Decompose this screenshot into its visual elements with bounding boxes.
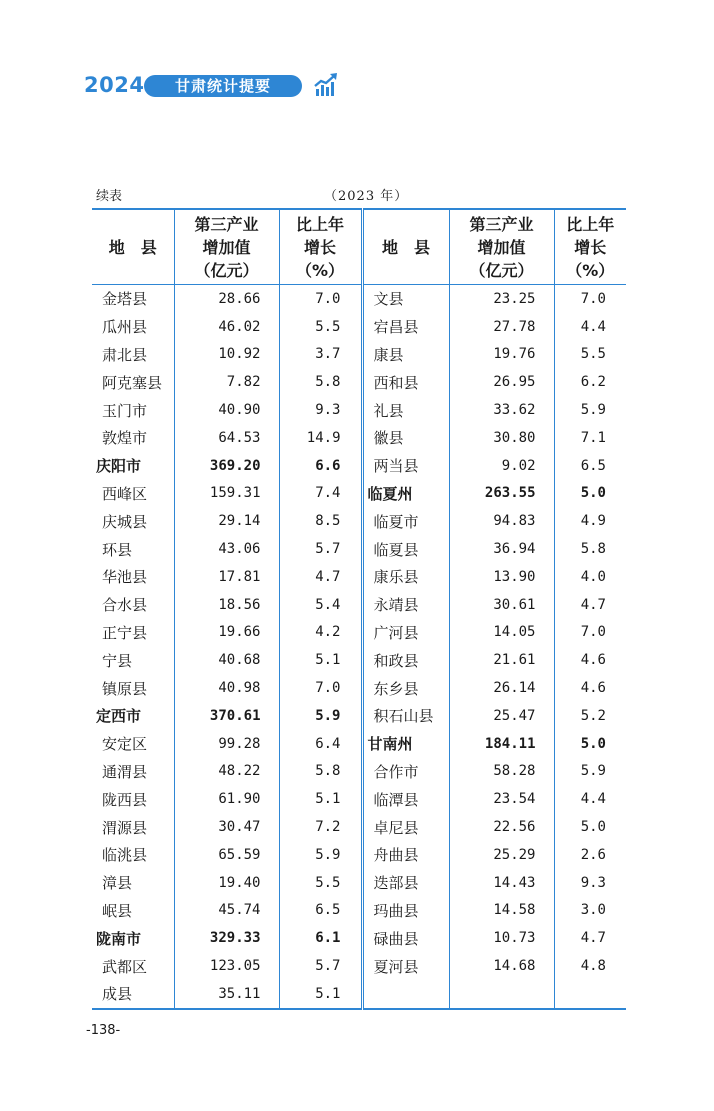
county-name-left: 庆阳市 <box>96 457 142 476</box>
county-name-left: 渭源县 <box>102 818 148 837</box>
tertiary-value-right: 30.61 <box>449 591 554 619</box>
tertiary-value-right: 26.95 <box>449 368 554 396</box>
growth-rate-left: 5.7 <box>279 952 362 980</box>
tertiary-value-left: 40.90 <box>174 396 279 424</box>
header-line: 地 县 <box>381 237 430 257</box>
growth-rate-left: 5.9 <box>279 841 362 869</box>
tertiary-value-left: 99.28 <box>174 730 279 758</box>
tertiary-value-left: 29.14 <box>174 507 279 535</box>
table-row <box>92 507 626 535</box>
growth-rate-right: 6.2 <box>554 368 626 396</box>
growth-rate-right: 4.4 <box>554 313 626 341</box>
tertiary-value-right: 14.58 <box>449 897 554 925</box>
growth-rate-right: 4.6 <box>554 674 626 702</box>
header-county-right <box>362 209 449 285</box>
header-line: 比上年 <box>295 214 344 234</box>
tertiary-value-right: 27.78 <box>449 313 554 341</box>
growth-rate-right: 3.0 <box>554 897 626 925</box>
county-name-right: 康乐县 <box>362 563 449 591</box>
growth-rate-left: 9.3 <box>279 396 362 424</box>
growth-rate-left: 4.7 <box>279 563 362 591</box>
growth-rate-left: 7.4 <box>279 480 362 508</box>
county-name-right: 两当县 <box>362 452 449 480</box>
county-name-left: 岷县 <box>102 901 133 920</box>
growth-rate-right: 7.1 <box>554 424 626 452</box>
tertiary-value-left: 48.22 <box>174 758 279 786</box>
tertiary-value-right: 33.62 <box>449 396 554 424</box>
growth-rate-left: 5.1 <box>279 980 362 1009</box>
tertiary-value-left: 18.56 <box>174 591 279 619</box>
growth-rate-left: 5.7 <box>279 535 362 563</box>
growth-rate-left: 5.1 <box>279 646 362 674</box>
growth-rate-right: 5.5 <box>554 341 626 369</box>
county-name-left: 通渭县 <box>102 762 148 781</box>
growth-rate-right <box>554 980 626 1009</box>
county-name-right: 和政县 <box>362 646 449 674</box>
growth-rate-right: 5.0 <box>554 480 626 508</box>
county-name-left: 金塔县 <box>102 290 148 309</box>
growth-rate-right: 5.0 <box>554 813 626 841</box>
growth-rate-right: 5.0 <box>554 730 626 758</box>
county-name-right: 卓尼县 <box>362 813 449 841</box>
growth-rate-right: 9.3 <box>554 869 626 897</box>
growth-rate-left: 6.5 <box>279 897 362 925</box>
header-line: 第三产业 <box>194 214 259 234</box>
county-name-left: 陇西县 <box>102 790 148 809</box>
growth-rate-right: 2.6 <box>554 841 626 869</box>
county-name-left: 庆城县 <box>102 512 148 531</box>
county-name-right <box>362 980 449 1009</box>
tertiary-value-right: 10.73 <box>449 924 554 952</box>
table-row <box>92 841 626 869</box>
county-name-left: 宁县 <box>102 651 133 670</box>
tertiary-value-right: 58.28 <box>449 758 554 786</box>
county-name-right: 玛曲县 <box>362 897 449 925</box>
tertiary-value-left: 40.68 <box>174 646 279 674</box>
county-name-left: 玉门市 <box>102 401 148 420</box>
header-line: 增长 <box>574 237 607 257</box>
table-row <box>92 368 626 396</box>
tertiary-value-right: 36.94 <box>449 535 554 563</box>
county-name-right: 积石山县 <box>362 702 449 730</box>
growth-rate-left: 14.9 <box>279 424 362 452</box>
county-name-right: 礼县 <box>362 396 449 424</box>
tertiary-value-left: 369.20 <box>174 452 279 480</box>
tertiary-value-right <box>449 980 554 1009</box>
tertiary-value-right: 14.68 <box>449 952 554 980</box>
tertiary-value-right: 23.54 <box>449 785 554 813</box>
county-name-right: 永靖县 <box>362 591 449 619</box>
table-row <box>92 563 626 591</box>
tertiary-value-left: 17.81 <box>174 563 279 591</box>
tertiary-value-left: 65.59 <box>174 841 279 869</box>
county-name-right: 甘南州 <box>362 730 449 758</box>
tertiary-value-right: 30.80 <box>449 424 554 452</box>
header-line: （%） <box>566 260 615 280</box>
tertiary-value-left: 159.31 <box>174 480 279 508</box>
county-name-right: 合作市 <box>362 758 449 786</box>
growth-rate-right: 5.9 <box>554 396 626 424</box>
year-label: （2023 年） <box>324 189 409 204</box>
table-row <box>92 285 626 313</box>
header-line: 地 县 <box>108 237 157 257</box>
growth-rate-right: 4.0 <box>554 563 626 591</box>
growth-rate-left: 6.6 <box>279 452 362 480</box>
table-row <box>92 869 626 897</box>
growth-rate-right: 4.7 <box>554 924 626 952</box>
header-line: 增加值 <box>202 237 251 257</box>
growth-rate-left: 3.7 <box>279 341 362 369</box>
tertiary-value-right: 9.02 <box>449 452 554 480</box>
growth-rate-left: 7.2 <box>279 813 362 841</box>
county-name-right: 夏河县 <box>362 952 449 980</box>
table-row <box>92 535 626 563</box>
county-name-left: 正宁县 <box>102 623 148 642</box>
tertiary-value-right: 25.47 <box>449 702 554 730</box>
tertiary-value-left: 19.40 <box>174 869 279 897</box>
county-name-right: 徽县 <box>362 424 449 452</box>
table-row <box>92 341 626 369</box>
county-name-right: 临潭县 <box>362 785 449 813</box>
header-value-right <box>449 209 554 285</box>
chart-growth-icon <box>313 72 339 98</box>
table-row <box>92 674 626 702</box>
tertiary-value-right: 13.90 <box>449 563 554 591</box>
tertiary-value-left: 61.90 <box>174 785 279 813</box>
table-row <box>92 452 626 480</box>
county-name-right: 临夏县 <box>362 535 449 563</box>
tertiary-value-left: 7.82 <box>174 368 279 396</box>
header-line: （%） <box>295 260 345 280</box>
table-row <box>92 424 626 452</box>
table-row <box>92 924 626 952</box>
header-year: 2024 <box>84 73 145 97</box>
county-name-left: 临洮县 <box>102 846 148 865</box>
table-row <box>92 702 626 730</box>
tertiary-value-left: 64.53 <box>174 424 279 452</box>
county-name-right: 文县 <box>362 285 449 313</box>
tertiary-value-right: 25.29 <box>449 841 554 869</box>
tertiary-value-left: 123.05 <box>174 952 279 980</box>
table-row <box>92 591 626 619</box>
growth-rate-left: 5.5 <box>279 869 362 897</box>
table-row <box>92 313 626 341</box>
county-name-right: 宕昌县 <box>362 313 449 341</box>
county-name-right: 舟曲县 <box>362 841 449 869</box>
growth-rate-left: 5.5 <box>279 313 362 341</box>
table-row <box>92 952 626 980</box>
growth-rate-right: 4.4 <box>554 785 626 813</box>
tertiary-value-right: 22.56 <box>449 813 554 841</box>
table-row <box>92 980 626 1009</box>
header-line: 增加值 <box>477 237 526 257</box>
tertiary-value-left: 30.47 <box>174 813 279 841</box>
county-name-left: 镇原县 <box>102 679 148 698</box>
county-name-right: 碌曲县 <box>362 924 449 952</box>
header-value-left <box>174 209 279 285</box>
table-row <box>92 480 626 508</box>
tertiary-value-left: 40.98 <box>174 674 279 702</box>
tertiary-value-left: 329.33 <box>174 924 279 952</box>
county-name-right: 东乡县 <box>362 674 449 702</box>
growth-rate-left: 6.1 <box>279 924 362 952</box>
tertiary-value-right: 263.55 <box>449 480 554 508</box>
tertiary-value-left: 10.92 <box>174 341 279 369</box>
county-name-right: 广河县 <box>362 619 449 647</box>
growth-rate-left: 6.4 <box>279 730 362 758</box>
tertiary-value-left: 46.02 <box>174 313 279 341</box>
tertiary-value-left: 370.61 <box>174 702 279 730</box>
growth-rate-left: 4.2 <box>279 619 362 647</box>
header-county-left <box>92 209 174 285</box>
header-line: （亿元） <box>469 260 534 280</box>
county-name-right: 康县 <box>362 341 449 369</box>
continued-label: 续表 <box>96 189 123 204</box>
county-name-left: 瓜州县 <box>102 318 148 337</box>
county-name-left: 肃北县 <box>102 345 148 364</box>
table-row <box>92 646 626 674</box>
growth-rate-left: 5.9 <box>279 702 362 730</box>
growth-rate-left: 8.5 <box>279 507 362 535</box>
county-name-left: 阿克塞县 <box>102 373 163 392</box>
growth-rate-right: 5.9 <box>554 758 626 786</box>
header-growth-left <box>279 209 362 285</box>
county-name-left: 合水县 <box>102 596 148 615</box>
header-line: 比上年 <box>566 214 615 234</box>
growth-rate-left: 7.0 <box>279 285 362 313</box>
table-body <box>92 285 626 1009</box>
growth-rate-right: 5.2 <box>554 702 626 730</box>
county-name-right: 西和县 <box>362 368 449 396</box>
tertiary-value-left: 43.06 <box>174 535 279 563</box>
table-row <box>92 897 626 925</box>
county-name-left: 环县 <box>102 540 133 559</box>
county-name-right: 临夏市 <box>362 507 449 535</box>
header-line: （亿元） <box>194 260 259 280</box>
tertiary-value-right: 26.14 <box>449 674 554 702</box>
county-name-left: 成县 <box>102 985 133 1004</box>
table-row <box>92 730 626 758</box>
county-name-right: 迭部县 <box>362 869 449 897</box>
header-line: 增长 <box>303 237 336 257</box>
growth-rate-right: 4.8 <box>554 952 626 980</box>
tertiary-value-left: 19.66 <box>174 619 279 647</box>
growth-rate-right: 4.9 <box>554 507 626 535</box>
county-name-left: 漳县 <box>102 874 133 893</box>
growth-rate-left: 5.1 <box>279 785 362 813</box>
growth-rate-left: 5.8 <box>279 758 362 786</box>
county-name-left: 武都区 <box>102 957 148 976</box>
tertiary-value-left: 28.66 <box>174 285 279 313</box>
header-growth-right <box>554 209 626 285</box>
growth-rate-right: 7.0 <box>554 285 626 313</box>
table-row <box>92 619 626 647</box>
county-name-left: 定西市 <box>96 707 142 726</box>
header-line: 第三产业 <box>469 214 534 234</box>
growth-rate-right: 4.6 <box>554 646 626 674</box>
page-number: -138- <box>86 1023 121 1038</box>
table-row <box>92 758 626 786</box>
tertiary-value-left: 35.11 <box>174 980 279 1009</box>
growth-rate-right: 5.8 <box>554 535 626 563</box>
table-row <box>92 813 626 841</box>
growth-rate-right: 6.5 <box>554 452 626 480</box>
table-row <box>92 396 626 424</box>
header-title: 甘肃统计提要 <box>144 75 302 97</box>
tertiary-value-right: 21.61 <box>449 646 554 674</box>
growth-rate-left: 5.8 <box>279 368 362 396</box>
tertiary-value-right: 14.43 <box>449 869 554 897</box>
county-tertiary-table <box>92 208 626 1010</box>
table-row <box>92 785 626 813</box>
tertiary-value-right: 184.11 <box>449 730 554 758</box>
growth-rate-right: 4.7 <box>554 591 626 619</box>
growth-rate-left: 5.4 <box>279 591 362 619</box>
county-name-left: 华池县 <box>102 568 148 587</box>
growth-rate-left: 7.0 <box>279 674 362 702</box>
county-name-left: 敦煌市 <box>102 429 148 448</box>
tertiary-value-right: 23.25 <box>449 285 554 313</box>
county-name-left: 安定区 <box>102 735 148 754</box>
tertiary-value-right: 14.05 <box>449 619 554 647</box>
table-header-row <box>92 209 626 285</box>
tertiary-value-left: 45.74 <box>174 897 279 925</box>
county-name-left: 陇南市 <box>96 929 142 948</box>
tertiary-value-right: 94.83 <box>449 507 554 535</box>
growth-rate-right: 7.0 <box>554 619 626 647</box>
tertiary-value-right: 19.76 <box>449 341 554 369</box>
county-name-left: 西峰区 <box>102 484 148 503</box>
county-name-right: 临夏州 <box>362 480 449 508</box>
